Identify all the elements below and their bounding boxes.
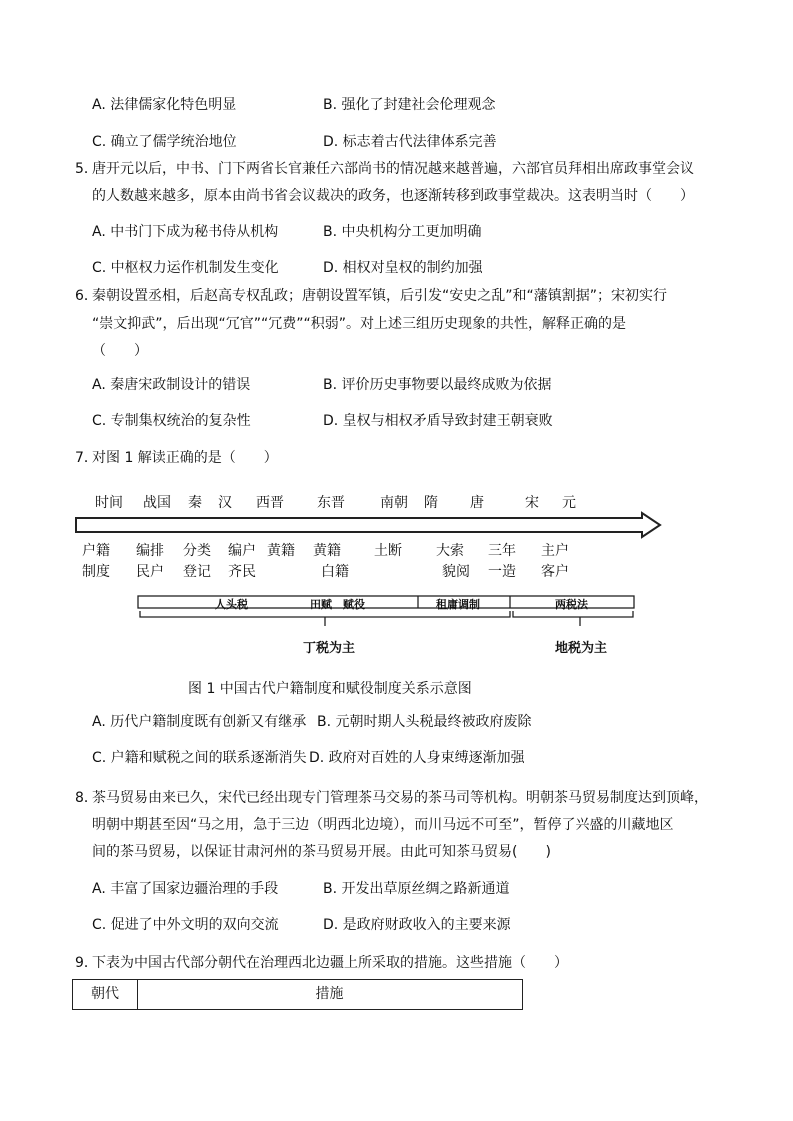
q4-option-a: A. 法律儒家化特色明显 [92, 97, 237, 113]
household-item: 主户 客户 [541, 543, 569, 580]
q4-option-b: B. 强化了封建社会伦理观念 [323, 97, 496, 113]
q8-option-d: D. 是政府财政收入的主要来源 [323, 917, 511, 933]
q8-number: 8． [75, 790, 98, 806]
era-label: 秦 [188, 495, 202, 511]
tax-label: 人头税 [215, 598, 248, 611]
q7-option-b: B. 元朝时期人头税最终被政府废除 [317, 714, 532, 730]
household-tax-diagram [70, 480, 670, 655]
q8-option-c: C. 促进了中外文明的双向交流 [92, 917, 279, 933]
measures-table [72, 979, 523, 1010]
household-item: 土断 [374, 543, 402, 559]
q9-number: 9． [75, 955, 98, 971]
q6-stem-line3: （ ） [92, 343, 148, 359]
era-label: 战国 [143, 495, 171, 511]
q7-option-a: A. 历代户籍制度既有创新又有继承 [92, 714, 307, 730]
q4-option-c: C. 确立了儒学统治地位 [92, 134, 237, 150]
q9-stem: 下表为中国古代部分朝代在治理西北边疆上所采取的措施。这些措施（ ） [92, 955, 568, 971]
tax-label: 两税法 [555, 598, 588, 611]
q8-option-a: A. 丰富了国家边疆治理的手段 [92, 881, 279, 897]
q6-option-c: C. 专制集权统治的复杂性 [92, 413, 251, 429]
era-label: 汉 [218, 495, 232, 511]
household-item: 黄籍 [267, 543, 295, 559]
era-label: 东晋 [317, 495, 345, 511]
q5-stem-line2: 的人数越来越多，原本由尚书省会议裁决的政务，也逐渐转移到政事堂裁决。这表明当时（ ） [92, 188, 694, 204]
tax-label: 田赋 赋役 [310, 598, 365, 611]
era-label: 宋 [525, 495, 539, 511]
table-header-dynasty: 朝代 [73, 980, 138, 1009]
household-item: 编排 民户 [136, 543, 164, 580]
era-label: 隋 [424, 495, 438, 511]
q5-option-c: C. 中枢权力运作机制发生变化 [92, 260, 279, 276]
household-item: 大索 貌阅 [436, 543, 470, 580]
q7-number: 7． [75, 450, 98, 466]
era-label: 南朝 [380, 495, 408, 511]
q5-number: 5． [75, 161, 98, 177]
group-label: 地税为主 [555, 641, 608, 656]
era-label: 元 [562, 495, 576, 511]
table-header-measures: 措施 [315, 986, 344, 1002]
q6-option-b: B. 评价历史事物要以最终成败为依据 [323, 377, 552, 393]
timeline-arrow [70, 510, 670, 540]
household-item: 三年 一造 [488, 543, 516, 580]
q8-stem-line1: 茶马贸易由来已久，宋代已经出现专门管理茶马交易的茶马司等机构。明朝茶马贸易制度达到顶峰， [92, 790, 708, 806]
q4-option-d: D. 标志着古代法律体系完善 [323, 134, 497, 150]
q6-stem-line1: 秦朝设置丞相，后赵高专权乱政；唐朝设置军镇，后引发“安史之乱”和“藩镇割据”；宋初实行 [92, 288, 668, 304]
household-item: 分类 登记 [183, 543, 211, 580]
q7-option-d: D. 政府对百姓的人身束缚逐渐加强 [309, 750, 525, 766]
q7-stem: 对图 1 解读正确的是（ ） [92, 450, 278, 466]
q8-stem-line3: 间的茶马贸易，以保证甘肃河州的茶马贸易开展。由此可知茶马贸易( ) [92, 844, 551, 860]
era-label: 西晋 [256, 495, 284, 511]
tax-label: 租庸调制 [436, 598, 480, 611]
q5-option-b: B. 中央机构分工更加明确 [323, 224, 482, 240]
q6-number: 6． [75, 288, 98, 304]
group-label: 丁税为主 [303, 641, 356, 656]
household-item: 户籍 制度 [82, 543, 110, 580]
q8-option-b: B. 开发出草原丝绸之路新通道 [323, 881, 510, 897]
era-label: 时间 [95, 495, 123, 511]
household-item: 编户 齐民 [228, 543, 256, 580]
q6-option-a: A. 秦唐宋政制设计的错误 [92, 377, 251, 393]
q6-stem-line2: “崇文抑武”，后出现“冗官”“冗费”“积弱”。对上述三组历史现象的共性，解释正确的是 [92, 316, 627, 332]
figure-caption: 图 1 中国古代户籍制度和赋役制度关系示意图 [188, 681, 472, 697]
q8-stem-line2: 明朝中期甚至因“马之用，急于三边（明西北边境），而川马远不可至”，暂停了兴盛的川藏地区 [92, 817, 674, 833]
q5-stem-line1: 唐开元以后，中书、门下两省长官兼任六部尚书的情况越来越普遍，六部官员拜相出席政事堂会议 [92, 161, 694, 177]
q5-option-a: A. 中书门下成为秘书侍从机构 [92, 224, 279, 240]
q5-option-d: D. 相权对皇权的制约加强 [323, 260, 483, 276]
era-label: 唐 [470, 495, 484, 511]
household-item: 黄籍 白籍 [313, 543, 349, 580]
q6-option-d: D. 皇权与相权矛盾导致封建王朝衰败 [323, 413, 553, 429]
q7-option-c: C. 户籍和赋税之间的联系逐渐消失 [92, 750, 307, 766]
